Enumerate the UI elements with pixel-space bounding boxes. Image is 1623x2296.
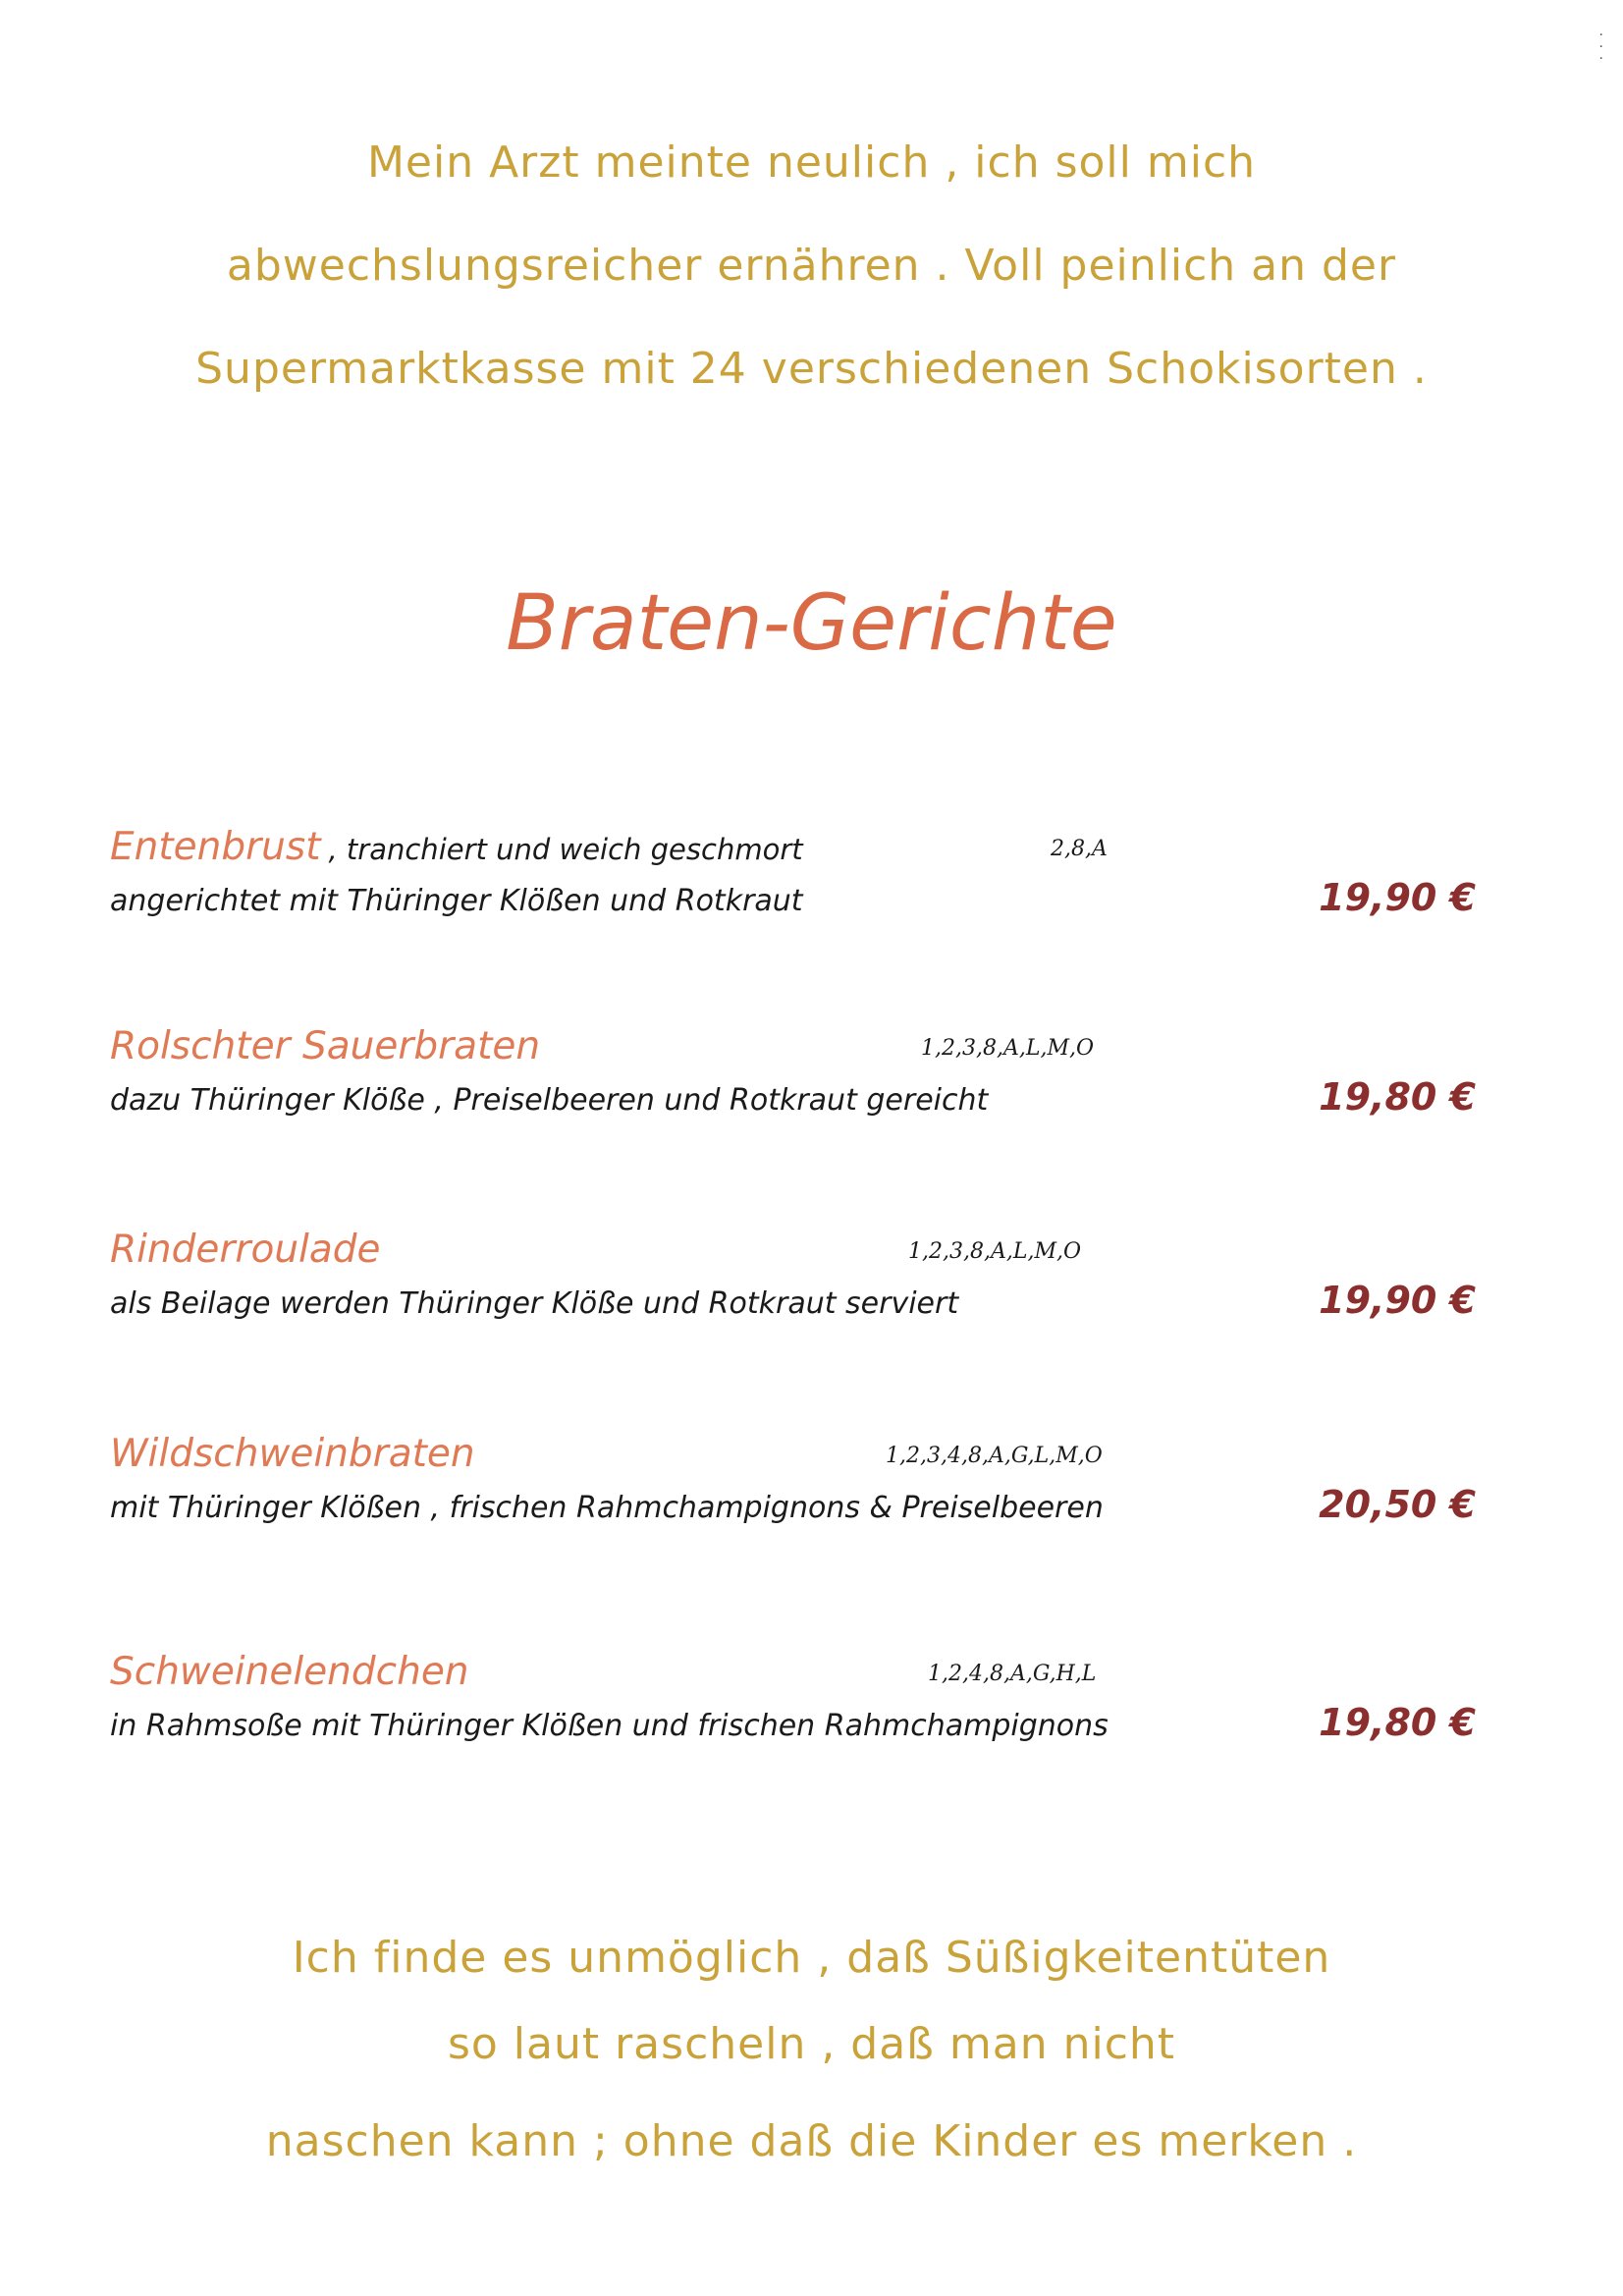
dish-allergens: 1,2,3,4,8,A,G,L,M,O <box>886 1444 1103 1468</box>
dish-description: dazu Thüringer Klöße , Preiselbeeren und Rotkraut gereicht <box>110 1083 989 1118</box>
dish-allergens: 1,2,3,8,A,L,M,O <box>921 1036 1094 1061</box>
intro-line-1: Mein Arzt meinte neulich , ich soll mich <box>366 137 1257 188</box>
outro-line-3: naschen kann ; ohne daß die Kinder es merken . <box>265 2116 1358 2166</box>
dish-name: Entenbrust <box>110 825 321 869</box>
dish-description: mit Thüringer Klößen , frischen Rahmchampignons & Preiselbeeren <box>110 1491 1104 1525</box>
dish-allergens: 2,8,A <box>1051 837 1108 861</box>
dish-item <box>0 1024 1623 1142</box>
dish-price: 19,90 € <box>1319 876 1476 919</box>
section-title: Braten-Gerichte <box>506 579 1117 668</box>
dish-allergens: 1,2,4,8,A,G,H,L <box>928 1662 1097 1686</box>
dish-description: in Rahmsoße mit Thüringer Klößen und frischen Rahmchampignons <box>110 1709 1109 1743</box>
dish-item <box>0 1228 1623 1345</box>
dish-item <box>0 1432 1623 1550</box>
dish-note: , tranchiert und weich geschmort <box>328 833 803 866</box>
dish-price: 19,90 € <box>1319 1279 1476 1322</box>
dish-name: Rolschter Sauerbraten <box>110 1024 541 1068</box>
dish-price: 19,80 € <box>1319 1701 1476 1744</box>
dish-item <box>0 825 1623 943</box>
dish-name: Rinderroulade <box>110 1228 381 1272</box>
dish-price: 20,50 € <box>1319 1483 1476 1526</box>
dish-description: als Beilage werden Thüringer Klöße und Rotkraut serviert <box>110 1286 959 1321</box>
dish-price: 19,80 € <box>1319 1075 1476 1119</box>
dish-allergens: 1,2,3,8,A,L,M,O <box>908 1239 1081 1264</box>
dish-item <box>0 1650 1623 1768</box>
intro-line-3: Supermarktkasse mit 24 verschiedenen Schokisorten . <box>195 344 1428 394</box>
dish-name: Wildschweinbraten <box>110 1432 475 1476</box>
intro-line-2: abwechslungsreicher ernähren . Voll peinlich an der <box>226 241 1397 291</box>
dish-name: Schweinelendchen <box>110 1650 469 1694</box>
outro-line-1: Ich finde es unmöglich , daß Süßigkeitentüten <box>292 1933 1331 1983</box>
scan-mark: · · · <box>1598 27 1603 67</box>
outro-line-2: so laut rascheln , daß man nicht <box>447 2019 1176 2069</box>
dish-description: angerichtet mit Thüringer Klößen und Rotkraut <box>110 884 803 918</box>
